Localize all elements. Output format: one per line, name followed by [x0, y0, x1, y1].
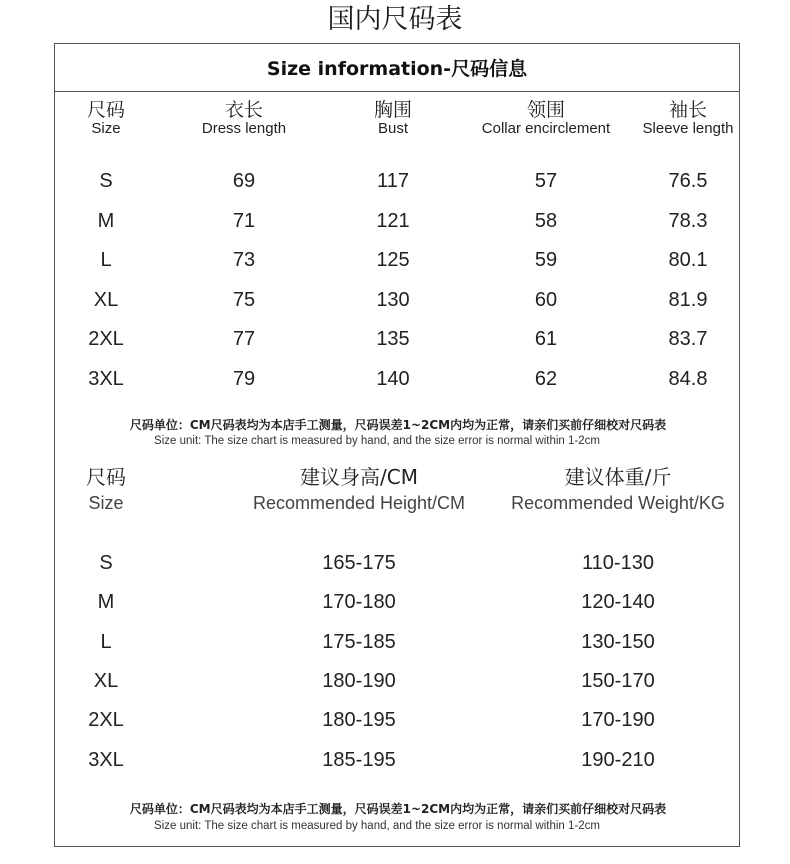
table2-cell-weight: 120-140	[581, 591, 655, 613]
col-header-dress-length-en: Dress length	[201, 120, 287, 137]
table1-cell-size: S	[99, 170, 113, 192]
table2-cell-weight: 130-150	[581, 631, 655, 653]
table2-cell-size: 3XL	[88, 749, 124, 771]
col2-header-height-en: Recommended Height/CM	[252, 493, 466, 513]
table1-cell-collar: 58	[534, 210, 558, 232]
size-note-en: Size unit: The size chart is measured by hand, and the size error is normal within 1-2cm	[154, 435, 600, 447]
table1-cell-collar: 59	[534, 249, 558, 271]
col2-header-height-zh: 建议身高/CM	[300, 465, 418, 489]
col2-header-size-en: Size	[88, 493, 124, 513]
size-information-header: Size information-尺码信息	[55, 44, 739, 92]
col-header-collar-en: Collar encirclement	[481, 120, 611, 137]
table2-cell-height: 185-195	[322, 749, 396, 771]
table2-cell-size: S	[99, 552, 113, 574]
table1-cell-collar: 61	[534, 328, 558, 350]
table1-cell-sleeve-length: 76.5	[668, 170, 708, 192]
col-header-bust-zh: 胸围	[373, 99, 413, 121]
col-header-dress-length-zh: 衣长	[224, 99, 264, 121]
table1-cell-size: M	[97, 210, 115, 232]
col-header-sleeve-length-zh: 袖长	[668, 99, 708, 121]
col2-header-weight-en: Recommended Weight/KG	[511, 493, 725, 513]
table2-cell-weight: 190-210	[581, 749, 655, 771]
table2-cell-height: 175-185	[322, 631, 396, 653]
col-header-bust-en: Bust	[377, 120, 409, 137]
size-note-en-bottom: Size unit: The size chart is measured by hand, and the size error is normal within 1-2cm	[154, 820, 600, 832]
table1-cell-dress-length: 75	[232, 289, 256, 311]
table1-cell-dress-length: 71	[232, 210, 256, 232]
table1-cell-collar: 62	[534, 368, 558, 390]
col2-header-weight-zh: 建议体重/斤	[564, 465, 672, 489]
table1-cell-bust: 117	[377, 170, 409, 192]
table1-cell-sleeve-length: 83.7	[668, 328, 708, 350]
table2-cell-size: 2XL	[88, 709, 124, 731]
size-note-zh: 尺码单位：CM尺码表均为本店手工测量，尺码误差1~2CM内均为正常，请亲们买前仔细校对尺码表	[129, 418, 667, 432]
table1-cell-size: XL	[93, 289, 119, 311]
table2-cell-size: XL	[93, 670, 119, 692]
table1-cell-sleeve-length: 80.1	[668, 249, 708, 271]
table1-cell-bust: 135	[376, 328, 410, 350]
table2-cell-weight: 150-170	[581, 670, 655, 692]
table2-cell-weight: 110-130	[582, 552, 654, 574]
table2-cell-height: 165-175	[322, 552, 396, 574]
table1-cell-bust: 140	[376, 368, 410, 390]
col-header-sleeve-length-en: Sleeve length	[642, 120, 734, 137]
table2-cell-height: 170-180	[322, 591, 396, 613]
table1-cell-collar: 60	[534, 289, 558, 311]
page-title: 国内尺码表	[327, 4, 463, 35]
col-header-size-zh: 尺码	[86, 99, 126, 121]
table1-cell-bust: 125	[376, 249, 410, 271]
col2-header-size-zh: 尺码	[86, 465, 126, 489]
table1-cell-dress-length: 77	[232, 328, 256, 350]
table2-cell-height: 180-190	[322, 670, 396, 692]
table1-cell-size: 3XL	[88, 368, 124, 390]
col-header-size-en: Size	[91, 120, 121, 137]
table1-cell-sleeve-length: 78.3	[668, 210, 708, 232]
table1-cell-sleeve-length: 84.8	[668, 368, 708, 390]
table1-cell-collar: 57	[534, 170, 558, 192]
table2-cell-weight: 170-190	[581, 709, 655, 731]
col-header-collar-zh: 领围	[526, 99, 566, 121]
table1-cell-sleeve-length: 81.9	[668, 289, 708, 311]
table1-cell-size: 2XL	[88, 328, 124, 350]
table1-cell-dress-length: 69	[232, 170, 256, 192]
table2-cell-size: M	[97, 591, 115, 613]
table1-cell-dress-length: 73	[232, 249, 256, 271]
size-note-zh-bottom: 尺码单位：CM尺码表均为本店手工测量，尺码误差1~2CM内均为正常，请亲们买前仔细校对尺码表	[129, 802, 667, 816]
table1-cell-size: L	[100, 249, 112, 271]
table2-cell-size: L	[100, 631, 112, 653]
table1-cell-dress-length: 79	[232, 368, 256, 390]
table2-cell-height: 180-195	[322, 709, 396, 731]
table1-cell-bust: 121	[376, 210, 410, 232]
table1-cell-bust: 130	[376, 289, 410, 311]
